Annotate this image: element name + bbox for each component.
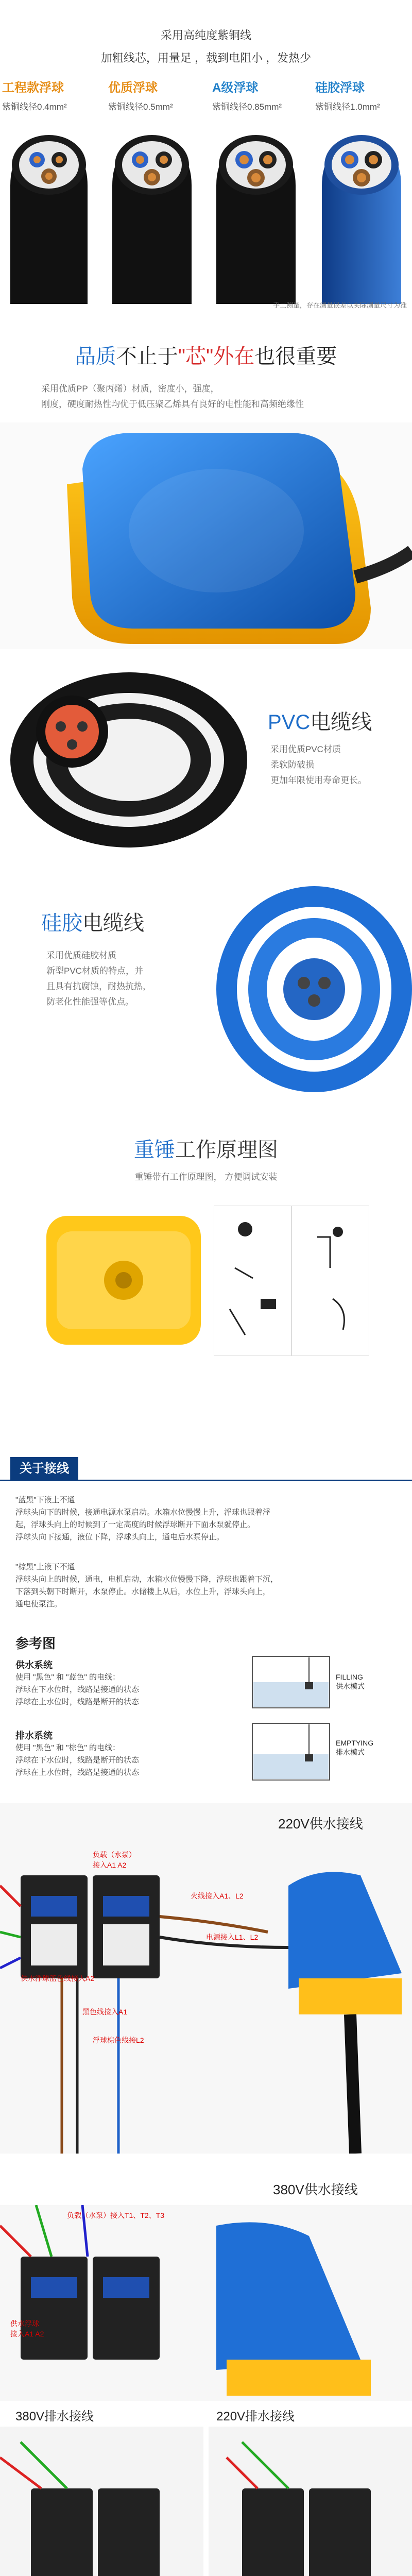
quality-desc-1: 采用优质PP（聚丙烯）材质，密度小，强度， (41, 384, 219, 394)
section-silicone (0, 871, 412, 1118)
silicone-line-1: 采用优质硅胶材质 (46, 951, 116, 960)
quality-desc (41, 381, 391, 412)
drain-title: 排水系统 (15, 1731, 53, 1741)
principle-diagram (214, 1206, 369, 1356)
head-part-d: 外在 (213, 345, 255, 368)
quality-headline (0, 340, 412, 369)
tank-diagram (247, 1651, 402, 1785)
ann-380-load: 负载（水泵）接入T1、T2、T3 (67, 2211, 165, 2219)
wiring-p2-3: 下落到头朝下时断开，水泵停止。水储楼上从后，水位上升，浮球头向上， (15, 1587, 271, 1596)
filling-label (336, 1673, 365, 1691)
drain-line-2: 浮球在下水位时，线路是断开的状态 (15, 1756, 140, 1765)
pvc-line-3: 更加年限使用寿命更长。 (270, 775, 367, 785)
wiring-220v-title: 220V供水接线 (278, 1816, 363, 1832)
section-wiring (0, 1448, 412, 2159)
ann-brown: 浮球棕色线接L2 (93, 2036, 144, 2044)
wiring-p2-1: "棕黑"上液下不通 (15, 1563, 75, 1571)
pvc-cable-photo (0, 649, 268, 871)
principle-head-a: 重锤 (134, 1139, 175, 1161)
ann-blue: 供水浮球蓝色线接入A2 (21, 1974, 95, 1982)
wiring-p1-2: 浮球头向下的时候，接通电源水泵启动。水箱水位慢慢上升，浮球也跟着浮 (15, 1508, 271, 1517)
silicone-head-b: 电缆线 (82, 912, 144, 935)
pvc-head-b: 电缆线 (310, 711, 372, 734)
cable-1 (10, 135, 88, 304)
pvc-head-a: PVC (268, 711, 311, 734)
head-part-e: 也很重要 (254, 345, 337, 368)
wire-col-1 (0, 77, 103, 112)
wiring-p1-3: 起，浮球头向上的时候到了一定高度的时候浮球断开下面水泵就停止。 (15, 1520, 255, 1529)
float-switch-photo (0, 422, 412, 649)
ann-load-2: 接入A1 A2 (93, 1861, 127, 1869)
ann-black: 黑色线接入A1 (82, 2008, 128, 2016)
section-principle (0, 1118, 412, 1427)
wire-col-3 (206, 77, 309, 112)
silicone-cable-photo (196, 871, 412, 1118)
drain-wiring-photos (0, 2427, 412, 2576)
wiring-380v-photo (0, 2205, 412, 2401)
silicone-line-4: 防老化性能强等优点。 (46, 997, 134, 1007)
silicone-desc (46, 948, 151, 1010)
wire-spec: 紫铜线径0.4mm² (2, 102, 67, 112)
cable-4 (322, 135, 401, 304)
section-quality (0, 319, 412, 649)
ann-load-1: 负载（水泵） (93, 1851, 136, 1859)
drain-block (15, 1728, 242, 1779)
head-part-c: "芯" (178, 345, 214, 368)
ann-power: 电源接入L1、L2 (206, 1933, 259, 1941)
ann-380-float-2: 接入A1 A2 (10, 2330, 44, 2338)
wiring-p1-1: "蓝黑"下液上不通 (15, 1496, 75, 1504)
emptying-cn: 排水模式 (336, 1748, 365, 1756)
drain-380-title: 380V排水接线 (15, 2410, 94, 2424)
drain-line-1: 使用 "黑色" 和 "棕色" 的电线： (15, 1743, 120, 1752)
section-copper-wire (0, 0, 412, 319)
feed-title: 供水系统 (15, 1660, 53, 1670)
section-380v (0, 2164, 412, 2576)
wiring-text-1 (15, 1494, 397, 1544)
ann-live: 火线接入A1、L2 (191, 1892, 244, 1900)
wire-label: 优质浮球 (108, 81, 158, 95)
ann-load (93, 1850, 136, 1870)
pvc-line-1: 采用优质PVC材质 (270, 744, 341, 754)
wire-spec: 紫铜线径1.0mm² (315, 102, 380, 112)
wire-spec: 紫铜线径0.5mm² (108, 102, 173, 112)
wire-label: 硅胶浮球 (315, 81, 365, 95)
feed-line-1: 使用 "黑色" 和 "蓝色" 的电线： (15, 1673, 120, 1682)
wiring-tag: 关于接线 (10, 1457, 78, 1481)
hammer-photo (41, 1206, 206, 1355)
wiring-p1-4: 浮球头向下接通，液位下降，浮球头向上，通电后水泵停止。 (15, 1533, 225, 1541)
emptying-en: EMPTYING (336, 1739, 374, 1747)
wire-col-4 (309, 77, 412, 112)
ann-380-float-1: 供水浮球 (10, 2319, 39, 2328)
cable-2 (112, 135, 192, 304)
filling-en: FILLING (336, 1673, 363, 1681)
cables-photo (0, 124, 412, 304)
feed-block (15, 1658, 242, 1708)
head-part-b: 不止于 (116, 345, 178, 368)
principle-sub: 重锤带有工作原理图， 方便调试安装 (134, 1172, 278, 1182)
cable-3 (216, 135, 296, 304)
pvc-head (268, 706, 372, 735)
filling-cn: 供水模式 (336, 1682, 365, 1690)
wiring-p2-2: 浮球头向上的时候，通电，电机启动，水箱水位慢慢下降，浮球也跟着下沉， (15, 1575, 279, 1584)
wiring-p2-4: 通电使泵注。 (15, 1600, 62, 1608)
silicone-head-a: 硅胶 (41, 912, 82, 935)
ann-380-float (10, 2318, 44, 2339)
pvc-line-2: 柔软防破损 (270, 760, 314, 770)
wire-spec: 紫铜线径0.85mm² (212, 102, 282, 112)
feed-line-2: 浮球在下水位时，线路是接通的状态 (15, 1685, 140, 1694)
copper-subtitle: 加粗线芯，用量足 ，载到电阻小 ，发热少 (100, 52, 312, 64)
section-pvc (0, 649, 412, 871)
wiring-380v-title: 380V供水接线 (273, 2182, 358, 2197)
wire-col-2 (103, 77, 206, 112)
head-part-a: 品质 (75, 345, 116, 368)
drain-220-title: 220V排水接线 (216, 2410, 295, 2424)
principle-head (0, 1133, 412, 1163)
pvc-desc (270, 742, 367, 788)
measure-note: 手工测量，存在测量误差以实际测量尺寸为准 (272, 301, 407, 309)
wiring-text-2 (15, 1561, 397, 1611)
wiring-220v-photo (0, 1803, 412, 2154)
silicone-line-2: 新型PVC材质的特点，并 (46, 966, 143, 976)
principle-head-b: 工作原理图 (175, 1139, 278, 1161)
quality-desc-2: 刚度，硬度耐热性均优于低压聚乙烯具有良好的电性能和高频绝缘性 (41, 399, 304, 409)
wire-label: 工程款浮球 (2, 81, 64, 95)
wire-label: A级浮球 (212, 81, 259, 95)
silicone-line-3: 且具有抗腐蚀，耐热抗热， (46, 981, 151, 991)
emptying-label (336, 1739, 373, 1757)
copper-title: 采用高纯度紫铜线 (160, 29, 251, 42)
feed-line-3: 浮球在上水位时，线路是断开的状态 (15, 1698, 140, 1706)
drain-line-3: 浮球在上水位时，线路是接通的状态 (15, 1768, 140, 1777)
silicone-head (41, 907, 144, 936)
ref-title: 参考图 (15, 1636, 56, 1651)
